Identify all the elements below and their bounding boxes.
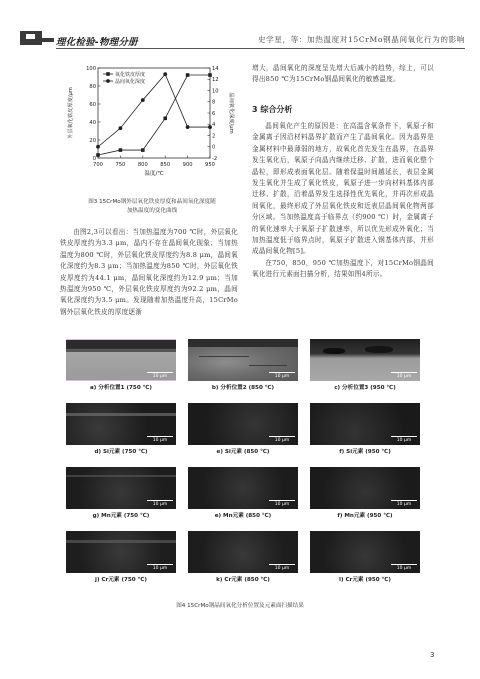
right-paragraph-1: 晶间氧化产生的原因是：在高温含氧条件下，氧原子和金属离子因沿材料晶界扩散而产生了晶间氧化。因为晶界是金属材料中最薄弱的地方，故氧化首先发生在晶界，在晶界发生氧化后，氧原子向晶内继续迁移、扩散，进而氧化整个晶粒，即形成表面氧化层。随着保温时间越延长，表层金属发生氧化并生成了氧化铁皮，氧原子进一步向材料基体内部迁移、扩散，沿着晶界发生选择性优先氧化，并再次形成晶间氧化，最终形成了外层氧化铁皮和近表层晶间氧化物两部分区域。当加热温度高于临界点（约900 ℃）时，金属离子的氧化速率大于氧原子扩散速率，所以优先形成外氧化；当加热温度低于临界点时，氧原子扩散进入钢基体内部，并形成晶间氧化物[5]。 bbox=[252, 122, 434, 256]
page-number: 3 bbox=[430, 651, 435, 659]
scale-bar: 10 μm bbox=[269, 564, 295, 572]
cr-map-850 bbox=[188, 531, 298, 573]
data-point-circle bbox=[96, 145, 100, 149]
x-tick-label: 850 bbox=[160, 162, 171, 168]
legend-marker-square bbox=[106, 72, 110, 76]
figure3-chart bbox=[60, 60, 238, 190]
data-point-circle bbox=[163, 72, 167, 76]
figure4-caption: 图4 15CrMo钢晶间氧化分析位置及元素面扫描结果 bbox=[176, 603, 304, 609]
si-map-750 bbox=[66, 403, 176, 445]
data-point-square bbox=[119, 148, 123, 152]
si-map-950 bbox=[310, 403, 420, 445]
scale-bar: 10 μm bbox=[391, 372, 417, 380]
y-left-tick-label: 20 bbox=[89, 137, 96, 144]
y-left-tick-label: 60 bbox=[89, 101, 96, 108]
panel-label: e) Si元素 (850 ℃) bbox=[216, 449, 270, 455]
running-title: 史学星，等：加热温度对15CrMo钢晶间氧化行为的影响 bbox=[257, 35, 465, 44]
x-tick-label: 800 bbox=[137, 162, 148, 168]
panel-label: g) Mn元素 (750 ℃) bbox=[92, 513, 150, 519]
journal-logo-icon bbox=[20, 28, 54, 48]
y-right-tick-label: 6 bbox=[212, 110, 216, 117]
left-column-text bbox=[60, 227, 238, 318]
panel-label: a) 分析位置1 (750 ℃) bbox=[89, 385, 152, 391]
y-right-axis-label: 晶间氧化深度/μm bbox=[228, 92, 234, 134]
y-right-tick-label: 12 bbox=[212, 77, 219, 84]
right-column-body bbox=[252, 121, 434, 281]
panel-label: f) Mn元素 (950 ℃) bbox=[337, 513, 393, 519]
mn-map-950 bbox=[310, 467, 420, 509]
figure3-caption-line2: 加热温度的变化曲线 bbox=[126, 208, 178, 214]
scale-bar: 10 μm bbox=[147, 500, 173, 508]
scale-bar: 10 μm bbox=[391, 436, 417, 444]
scale-bar: 10 μm bbox=[269, 372, 295, 380]
panel-label: j) Cr元素 (750 ℃) bbox=[95, 577, 147, 583]
x-tick-label: 750 bbox=[115, 162, 126, 168]
y-left-tick-label: 80 bbox=[89, 83, 96, 90]
y-left-tick-label: 100 bbox=[86, 65, 96, 72]
dual-axis-line-chart bbox=[60, 60, 238, 190]
y-right-tick-label: 10 bbox=[212, 88, 219, 95]
panel-label: c) 分析位置3 (950 ℃) bbox=[334, 385, 396, 391]
x-tick-label: 900 bbox=[182, 162, 193, 168]
figure3-caption bbox=[74, 198, 230, 216]
scale-bar: 10 μm bbox=[147, 372, 173, 380]
left-paragraph-1: 由图2,3可以看出：当加热温度为700 ℃时，外层氧化铁皮厚度约为3.3 μm，晶内不存在晶间氧化现象；当加热温度为800 ℃时，外层氧化铁皮厚度约为8.8 μm，晶间氧化深度约为8.3 μm；当加热温度为850 ℃时，外层氧化铁皮厚度约为44.1 μm，晶间氧化深度约为12.9 μm；当加热温度为950 ℃，外层氧化铁皮厚度约为92.2 μm，晶间氧化深度约为3.5 μm。发现随着加热温度升高，15CrMo钢外层氧化铁皮的厚度逐渐 bbox=[60, 228, 238, 316]
cr-map-750 bbox=[66, 531, 176, 573]
section-heading: 3 综合分析 bbox=[252, 105, 293, 114]
scale-bar: 10 μm bbox=[391, 564, 417, 572]
data-point-circle bbox=[208, 125, 212, 129]
x-tick-label: 950 bbox=[205, 162, 215, 168]
scale-bar: 10 μm bbox=[269, 436, 295, 444]
y-left-tick-label: 40 bbox=[89, 119, 96, 126]
y-right-tick-label: 8 bbox=[212, 99, 216, 106]
scale-bar: 10 μm bbox=[147, 436, 173, 444]
scale-bar: 10 μm bbox=[391, 500, 417, 508]
scale-bar: 10 μm bbox=[269, 500, 295, 508]
y-left-tick-label: 0 bbox=[92, 155, 96, 162]
panel-label: e) Mn元素 (850 ℃) bbox=[214, 513, 272, 519]
panel-label: b) 分析位置2 (850 ℃) bbox=[211, 385, 275, 391]
data-point-circle bbox=[186, 125, 190, 129]
legend-label: 晶间氧化深度 bbox=[115, 78, 146, 85]
header-divider bbox=[56, 48, 465, 49]
panel-label: l) Cr元素 (950 ℃) bbox=[339, 577, 391, 583]
right-column-intro bbox=[252, 63, 434, 86]
data-point-square bbox=[96, 153, 100, 157]
mn-map-850 bbox=[188, 467, 298, 509]
sem-image-850 bbox=[188, 339, 298, 381]
scale-bar: 10 μm bbox=[147, 564, 173, 572]
panel-label: f) Si元素 (950 ℃) bbox=[339, 449, 391, 455]
right-paragraph-2: 在750，850，950 ℃加热温度下，对15CrMo钢晶间氧化进行元素面扫描分析，结果如图4所示。 bbox=[252, 258, 434, 279]
x-tick-label: 700 bbox=[93, 162, 103, 168]
y-right-tick-label: 0 bbox=[212, 144, 216, 151]
page-header bbox=[20, 28, 465, 50]
data-point-circle bbox=[119, 126, 123, 130]
si-map-850 bbox=[188, 403, 298, 445]
data-point-square bbox=[208, 73, 212, 77]
sem-image-750 bbox=[66, 339, 176, 381]
panel-label: k) Cr元素 (850 ℃) bbox=[216, 577, 270, 583]
data-point-square bbox=[186, 73, 190, 77]
y-right-tick-label: -2 bbox=[212, 155, 218, 162]
legend-marker-circle bbox=[106, 79, 110, 83]
cr-map-950 bbox=[310, 531, 420, 573]
y-right-tick-label: 2 bbox=[212, 133, 216, 140]
y-right-tick-label: 14 bbox=[212, 65, 219, 72]
y-left-axis-label: 外层氧化铁皮厚度/μm bbox=[68, 87, 74, 139]
figure3-caption-line1: 图3 15CrMo钢外层氧化铁皮厚度和晶间氧化深度随 bbox=[88, 199, 216, 205]
data-point-circle bbox=[141, 98, 145, 102]
right-paragraph-0: 增大，晶间氧化的深度呈先增大后减小的趋势，综上，可以得出850 ℃为15CrMo钢晶间氧化的敏感温度。 bbox=[252, 64, 434, 84]
mn-map-750 bbox=[66, 467, 176, 509]
journal-name: 理化检验-物理分册 bbox=[56, 37, 138, 48]
data-point-square bbox=[163, 117, 167, 121]
series-line-1 bbox=[98, 74, 210, 147]
panel-label: d) Si元素 (750 ℃) bbox=[94, 449, 148, 455]
y-right-tick-label: 4 bbox=[212, 122, 216, 129]
data-point-square bbox=[141, 148, 145, 152]
x-axis-label: 温度/℃ bbox=[144, 171, 164, 177]
sem-image-950 bbox=[310, 339, 420, 381]
legend-label: 氧化铁皮厚度 bbox=[115, 71, 146, 78]
